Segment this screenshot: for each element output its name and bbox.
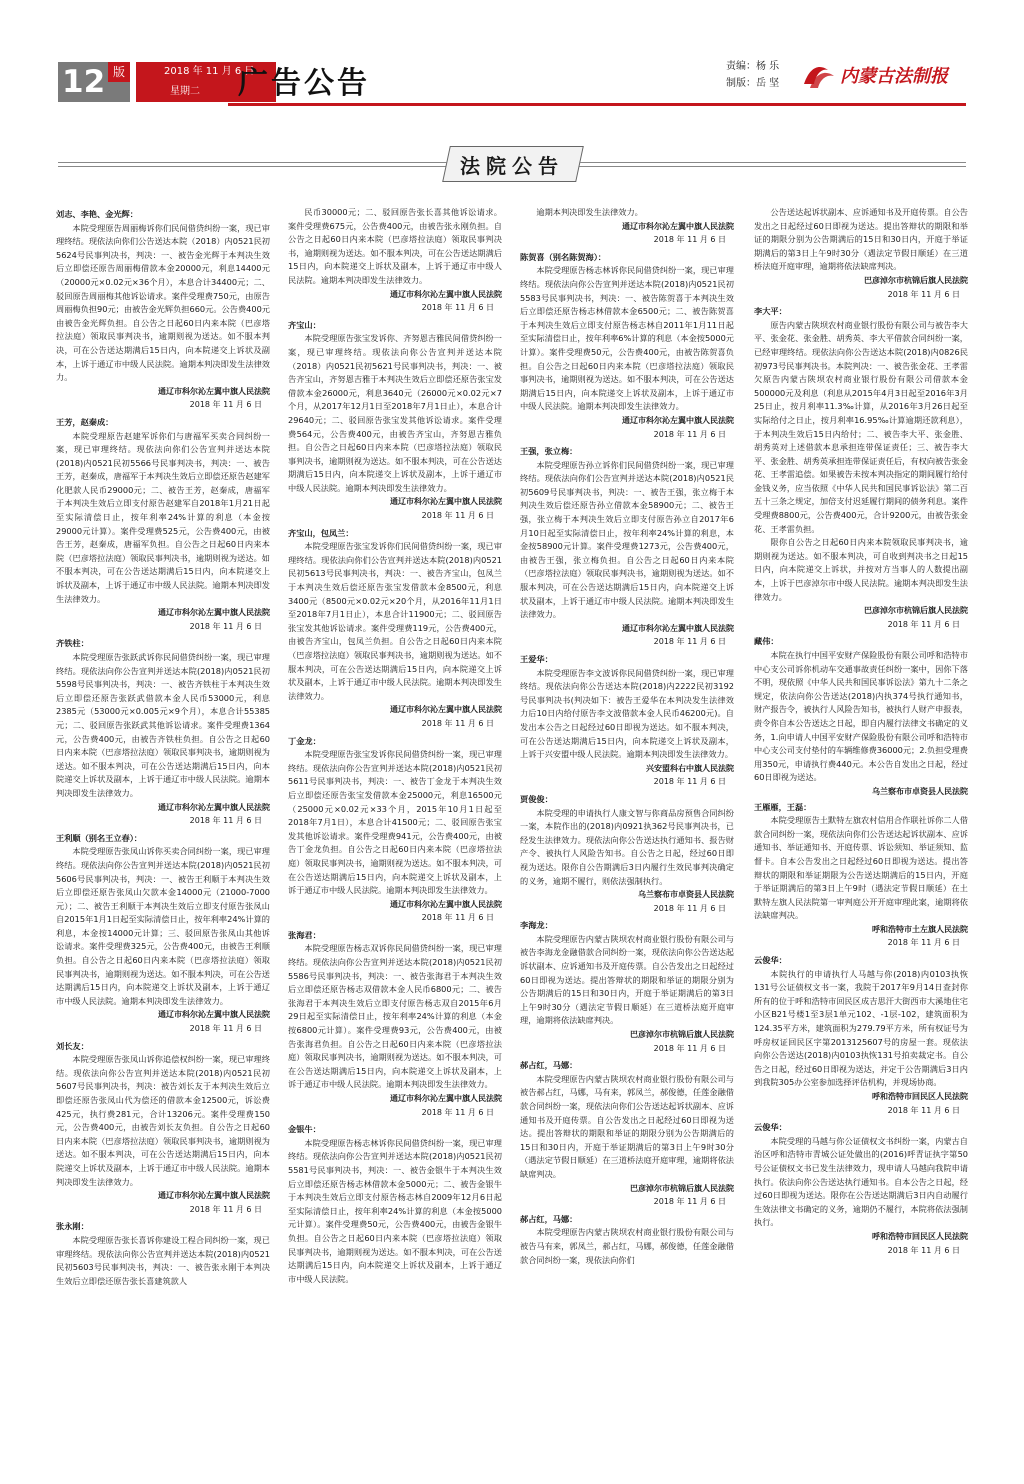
notice-addressee: 王利顺（别名王立春）： [56,832,142,843]
notice-court: 巴彦淖尔市杭锦后旗人民法院 [864,606,968,616]
notice-addressee: 齐宝山： [288,319,321,330]
editor-credits [726,58,779,92]
court-notice [520,445,734,649]
notice-date: 2018 年 11 月 6 日 [189,816,262,826]
court-notice [754,305,968,536]
court-notice [520,919,734,1055]
notice-body: 本院受理的申请执行人康文智与你商品房预售合同纠纷一案，本院作出的(2018)内0921执362号民事判决书，已经发生法律效力。现依法向你公告送达执行通知书、报告财产令、被执行人风险告知书。自公告之日起，经过60日即视为送达。限你自公告期满后3日内履行生效民事判决确定的义务，逾期不履行，则依法强制执行。 [520,807,734,886]
notice-date: 2018 年 11 月 6 日 [653,777,726,787]
notice-body: 本院受理原告张宝发诉你们民间借贷纠纷一案，现已审理终结。现依法向你们公告宣判并送达本院(2018)内0521民初5613号民事判决书，判决：一、被告齐宝山，包凤兰于本判决生效后偿还原告张宝发借款本金8500元，利息3400元（8500元×0.02元×20个月，从2016年11月1日至2018年7月1日止），本息合计11900元；二、驳回原告张宝发其他诉讼请求。案件受理费119元，公告费400元，由被告齐宝山，包凤兰负担。自公告之日起60日内来本院（巴彦塔拉法庭）领取民事判决书，逾期则视为送达。如不服本判决，可在公告送达期满后15日内，向本院递交上诉状及副本，上诉于通辽市中级人民法院。逾期本判决即发生法律效力。 [288,541,502,701]
notice-court: 通辽市科尔沁左翼中旗人民法院 [158,1010,270,1020]
masthead [58,52,966,108]
notice-date: 2018 年 11 月 6 日 [189,1204,262,1214]
court-notice [56,416,270,634]
notice-body: 本院受理原告杨志林诉你民间借贷纠纷一案，现已审理终结。现依法向你公告宣判并送达本院(2018)内0521民初5581号民事判决书，判决：一、被告金银牛于本判决生效后立即偿还原告杨志林借款本金5000元；二、被告金银牛于本判决生效后立即支付原告杨志林自2009年12月6日起至实际清偿日止，按年利率24%计算的利息（本金按5000元计算）。案件受理费50元，公告费400元，由被告金银牛负担。自公告之日起60日内来本院（巴彦塔拉法庭）领取民事判决书，逾期则视为送达。如不服本判决，可在公告送达期满后15日内，向本院递交上诉状及副本，上诉于通辽市中级人民法院。 [288,1137,502,1284]
court-notice [56,208,270,412]
notice-body: 公告送达起诉状副本、应诉通知书及开庭传票。自公告发出之日起经过60日即视为送达。提出答辩状的期限和举证的期限分别为公告期满后的15日和30日内，开庭于举证期满后的第3日上午9时30分（遇法定节假日顺延）在三道桥法庭开庭审理，逾期将依法缺席判决。 [754,207,968,272]
notice-date: 2018 年 11 月 6 日 [887,1105,960,1115]
notice-addressee: 张永刚： [56,1221,89,1232]
notice-body: 本院在执行中国平安财产保险股份有限公司呼和浩特市中心支公司诉你机动车交通事故责任纠纷一案中，因你下落不明，现依照《中华人民共和国民事诉讼法》第九十二条之规定，依法向你公告送达(2018)内执374号执行通知书，财产报告令，被执行人风险告知书，被执行人财产申报表，责令你自本公告送达之日起，即自内履行法律文书确定的义务，1.向申请人中国平安财产保险股份有限公司呼和浩特市中心支公司支付垫付的车辆维修费36000元；2.负担受理费用350元，申请执行费440元。本公告自发出之日起，经过60日即视为送达。 [754,650,968,783]
court-notice [754,801,968,951]
notice-date: 2018 年 11 月 6 日 [421,511,494,521]
notice-addressee: 李大平： [754,306,787,317]
notice-date: 2018 年 11 月 6 日 [421,718,494,728]
notice-date: 2018 年 11 月 6 日 [653,637,726,647]
court-notice [520,793,734,915]
court-notice [288,929,502,1119]
notice-body: 本院受理原告杨志双诉你民间借贷纠纷一案，现已审理终结。现依法向你公告宣判并送达本院(2018)内0521民初5586号民事判决书，判决：一、被告张海君于本判决生效后立即偿还原告杨志双借款本金人民币6800元；二、被告张海君于本判决生效后立即支付原告杨志双自2015年6月29日起至实际清偿日止，按年利率24%计算的利息（本金按6800元计算）。案件受理费93元，公告费400元，由被告张海君负担。自公告之日起60日内来本院（巴彦塔拉法庭）领取民事判决书，逾期则视为送达。如不服本判决，可在公告送达期满后15日内，向本院递交上诉状及副本，上诉于通辽市中级人民法院。逾期本判决即发生法律效力。 [288,943,502,1090]
notice-date: 2018 年 11 月 6 日 [653,903,726,913]
issue-date: 2018 年 11 月 6 日 [164,66,255,77]
notice-body: 本院受理的马越与你公证债权文书纠纷一案，内蒙古自治区呼和浩特市青城公证处做出的(2016)呼青证执字第50号公证债权文书已发生法律效力，现申请人马越向我院申请执行。依法向你公告送达执行通知书。自本公告之日起，经过60日即视为送达。限你在公告送达期满后3日内自动履行生效法律文书确定的义务，逾期仍不履行，本院将依法强制执行。 [754,1135,968,1228]
notice-court: 巴彦淖尔市杭锦后旗人民法院 [630,1183,734,1193]
notice-date: 2018 年 11 月 6 日 [887,938,960,948]
notice-addressee: 王雁雁，王磊： [754,801,812,812]
notice-addressee: 张海君： [288,929,321,940]
notice-addressee: 王强，张立梅： [520,446,578,457]
notice-addressee: 藏伟： [754,636,779,647]
court-notice [754,536,968,631]
banner-title: 法院公告 [460,154,564,178]
masthead-rule [228,103,966,106]
notice-court: 通辽市科尔沁左翼中旗人民法院 [158,386,270,396]
notice-body: 本院执行的申请执行人马越与你(2018)内0103执恢131号公证债权文书一案，我院于2017年9月14日查封你所有的位于呼和浩特市回民区成吉思汗大街西市大溪地住宅小区B21号楼1至3层1单元102、-1层-102，建筑面积为124.35平方米，建筑面积为279.79平方米，所有权证号为呼房权证回民区字第2013125607号的房屋一套。现依法向你公告送达(2018)内0103执恢131号拍卖裁定书。自公告之日起，经过60日即视为送达，并定于公告期满后3日内到我院305办公室参加选择评估机构，并现场协商。 [754,968,968,1088]
court-notice [56,1220,270,1288]
court-notice [520,1213,734,1267]
notice-body: 本院受理原告张跃武诉你民间借贷纠纷一案，现已审理终结。现依法向你公告宣判并送达本院(2018)内0521民初5598号民事判决书，判决：一、被告齐铁柱于本判决生效后立即偿还原告张跃武借款本金人民币53000元，利息2385元（53000元×0.005元×9个月），本息合计55385元；二、驳回原告张跃武其他诉讼请求。案件受理费1364元，公告费400元，由被告齐铁柱负担。自公告之日起60日内来本院（巴彦塔拉法庭）领取民事判决书，逾期则视为送达。如不服本判决，可在公告送达期满后15日内，向本院递交上诉状及副本，上诉于通辽市中级人民法院。逾期本判决即发生法律效力。 [56,652,270,798]
notice-date: 2018 年 11 月 6 日 [887,1245,960,1255]
notice-court: 通辽市科尔沁左翼中旗人民法院 [390,289,502,299]
notice-body: 本院受理原告赵建军诉你们与唐福军买卖合同纠纷一案，现已审理终结。现依法向你们公告宣判并送达本院(2018)内0521民初5566号民事判决书，判决：一、被告王芳，赵秦成，唐福军于本判决生效后立即偿还原告赵建军化肥款人民币29000元；二、被告王芳，赵秦成，唐福军于本判决生效后立即支付原告赵建军自2018年1月21日起至实际清偿日止，按年利率24%计算的利息（本金按29000元计算）。案件受理费525元，公告费400元，由被告王芳，赵秦成，唐福军负担。自公告之日起60日内来本院（巴彦塔拉法庭）领取民事判决书，逾期则视为送达。如不服本判决，可在公告送达期满后15日内，向本院递交上诉状及副本，上诉于通辽市中级人民法院。逾期本判决即发生法律效力。 [56,430,270,604]
notice-body: 限你自公告之日起60日内来本院领取民事判决书，逾期则视为送达。如不服本判决，可自收到判决书之日起15日内，向本院递交上诉状，并按对方当事人的人数提出副本，上诉于巴彦淖尔市中级人民法院。逾期本判决即发生法律效力。 [754,537,968,602]
notice-court: 通辽市科尔沁左翼中旗人民法院 [158,608,270,618]
notice-addressee: 李海龙： [520,920,553,931]
notice-body: 民币30000元；二、驳回原告张长喜其他诉讼请求。案件受理费675元，公告费400元，由被告张永刚负担。自公告之日起60日内来本院（巴彦塔拉法庭）领取民事判决书，逾期则视为送达。如不服本判决，可在公告送达期满后15日内，向本院递交上诉状及副本，上诉于通辽市中级人民法院。逾期本判决即发生法律效力。 [288,207,502,285]
notice-body: 本院受理原告张长喜诉你建设工程合同纠纷一案，现已审理终结。现依法向你公告宣判并送达本院(2018)内0521民初5603号民事判决书，判决：一、被告张永刚于本判决生效后立即偿还原告张长喜建筑款人 [56,1234,270,1286]
notice-column-3 [520,206,734,1428]
notice-court: 兴安盟科右中旗人民法院 [646,763,734,773]
notice-addressee: 王芳，赵秦成： [56,416,114,427]
notice-court: 通辽市科尔沁左翼中旗人民法院 [622,623,734,633]
notice-date: 2018 年 11 月 6 日 [653,1043,726,1053]
notice-date: 2018 年 11 月 6 日 [421,1107,494,1117]
notice-court: 呼和浩特市土左旗人民法院 [872,924,968,934]
notice-column-2 [288,206,502,1428]
notice-addressee: 郝占红，马娜： [520,1213,578,1224]
notice-column-4 [754,206,968,1428]
notice-body: 本院受理原告张凤山诉你追偿权纠纷一案，现已审理终结。现依法向你公告宣判并送达本院(2018)内0521民初5607号民事判决书，判决：被告刘长友于本判决生效后立即偿还原告张凤山代为偿还的借款本金12500元，诉讼费425元，执行费281元，合计13206元。案件受理费150元，公告费400元，由被告刘长友负担。自公告之日起60日内来本院（巴彦塔拉法庭）领取民事判决书，逾期则视为送达。如不服本判决，可在公告送达期满后15日内，向本院递交上诉状及副本，上诉于通辽市中级人民法院。逾期本判决即发生法律效力。 [56,1054,270,1187]
section-title: 广告公告 [238,66,370,101]
notice-date: 2018 年 11 月 6 日 [653,1197,726,1207]
notice-court: 通辽市科尔沁左翼中旗人民法院 [390,705,502,715]
notice-body: 本院受理原告内蒙古陕坝农村商业银行股份有限公司与被告马有来，郭凤兰，郝占红，马娜，郝俊德，任莲金融借款合同纠纷一案，现依法向你们 [520,1227,734,1265]
notice-court: 通辽市科尔沁左翼中旗人民法院 [622,221,734,231]
court-notice [520,653,734,789]
editor-line: 责编：杨 乐 [726,61,780,72]
notice-body: 本院受理原告李文波诉你民间借贷纠纷一案，现已审理终结。现依法向你公告送达本院(2018)内2222民初3192号民事判决书(判决如下：被告王爱华在本判决发生法律效力后10日内给付原告李文波借款本金人民币46200元)。自发出本公告之日起经过60日即视为送达。如不服本判决，可在公告送达期满后15日内，向本院递交上诉状及副本，上诉于兴安盟中级人民法院。逾期本判决即发生法律效力。 [520,667,734,760]
notice-date: 2018 年 11 月 6 日 [887,289,960,299]
court-notice [754,635,968,798]
issue-weekday: 星期二 [170,86,200,97]
court-notice [56,1040,270,1217]
notice-addressee: 贾俊俊： [520,793,553,804]
notice-body: 本院受理原告孙立诉你们民间借贷纠纷一案，现已审理终结。现依法向你们公告宣判并送达本院(2018)内0521民初5609号民事判决书，判决：一、被告王强，张立梅于本判决生效后偿还原告孙立借款本金58900元；二、被告王强，张立梅于本判决生效后立即支付原告孙立自2017年6月10日起至实际清偿日止，按年利率24%计算的利息，本金按58900元计算。案件受理费1273元，公告费400元，由被告王强，张立梅负担。自公告之日起60日内来本院（巴彦塔拉法庭）领取民事判决书，逾期则视为送达。如不服本判决，可在公告送达期满后15日内，向本院递交上诉状及副本，上诉于通辽市中级人民法院。逾期本判决即发生法律效力。 [520,459,734,620]
notice-addressee: 云俊华： [754,1122,787,1133]
notice-body: 本院受理原告内蒙古陕坝农村商业银行股份有限公司与被告郝占红，马娜，马有来，郭凤兰，郝俊德，任莲金融借款合同纠纷一案，现依法向你们公告送达起诉状副本、应诉通知书及开庭传票。自公告发出之日起经过60日即视为送达。提出答辩状的期限和举证的期限分别为公告期满后的15日和30日内，开庭于举证期满后的第3日上午9时30分（遇法定节假日顺延）在三道桥法庭开庭审理，逾期将依法缺席判决。 [520,1073,734,1179]
notice-court: 呼和浩特市回民区人民法院 [872,1231,968,1241]
notice-body: 本院受理原告土默特左旗农村信用合作联社诉你二人借款合同纠纷一案，现依法向你们公告送达起诉状副本、应诉通知书、举证通知书、开庭传票、诉讼须知、举证须知、监督卡。自本公告发出之日起经过60日即视为送达。提出答辩状的期限和举证期限为公告送达期满后的15日内，开庭于举证期满后的第3日上午9时（遇法定节假日顺延）在土默特左旗人民法院第一审判庭公开开庭审理此案，逾期将依法缺席判决。 [754,815,968,921]
notice-body: 本院受理原告张宝发诉你民间借贷纠纷一案，现已审理终结。现依法向你公告宣判并送达本院(2018)内0521民初5611号民事判决书，判决：一、被告丁金龙于本判决生效后立即偿还原告张宝发借款本金25000元，利息16500元（25000元×0.02元×33个月，2015年10月1日起至2018年7月1日），本息合计41500元；二、驳回原告张宝发其他诉讼请求。案件受理费941元，公告费400元，由被告丁金龙负担。自公告之日起60日内来本院（巴彦塔拉法庭）领取民事判决书，逾期则视为送达。如不服本判决，可在公告送达期满后15日内，向本院递交上诉状及副本，上诉于通辽市中级人民法院。逾期本判决即发生法律效力。 [288,749,502,896]
notice-date: 2018 年 11 月 6 日 [189,621,262,631]
notice-addressee: 郝占红，马娜： [520,1060,578,1071]
maker-line: 制版：岳 坚 [726,78,780,89]
page-number: 12 [58,62,130,102]
notice-addressee: 齐宝山，包凤兰： [288,527,354,538]
notice-court: 通辽市科尔沁左翼中旗人民法院 [390,497,502,507]
notice-court: 通辽市科尔沁左翼中旗人民法院 [390,899,502,909]
court-notice [520,206,734,247]
notice-body: 本院受理原告内蒙古陕坝农村商业银行股份有限公司与被告李海龙金融借款合同纠纷一案，现依法向你公告送达起诉状副本、应诉通知书及开庭传票。自公告发出之日起经过60日即视为送达。提出答辩状的期限和举证的期限分别为公告期满后的15日和30日内，开庭于举证期满后的第3日上午9时30分（遇法定节假日顺延）在三道桥法庭开庭审理，逾期将依法缺席判决。 [520,933,734,1026]
notice-body: 本院受理原告张宝发诉你、齐努恩吉雅民间借贷纠纷一案，现已审理终结。现依法向你公告宣判并送达本院（2018）内0521民初5621号民事判决书，判决：一、被告齐宝山，齐努恩吉雅于本判决生效后立即偿还原告张宝发借款本金26000元，利息3640元（26000元×0.02元×7个月，从2017年12月1日至2018年7月1日止），本息合计29640元；二、驳回原告张宝发其他诉讼请求。案件受理费564元，公告费400元，由被告齐宝山，齐努恩吉雅负担。自公告之日起60日内来本院（巴彦塔拉法庭）领取民事判决书，逾期则视为送达。如不服本判决，可在公告送达期满后15日内，向本院递交上诉状及副本，上诉于通辽市中级人民法院。逾期本判决即发生法律效力。 [288,333,502,493]
notice-date: 2018 年 11 月 6 日 [653,235,726,245]
court-notice [288,319,502,523]
notice-court: 通辽市科尔沁左翼中旗人民法院 [158,1191,270,1201]
notice-court: 通辽市科尔沁左翼中旗人民法院 [622,415,734,425]
court-notice [754,954,968,1117]
court-notice [520,251,734,441]
notice-addressee: 王爱华： [520,654,553,664]
notice-body: 本院受理原告周丽梅诉你们民间借贷纠纷一案，现已审理终结。现依法向你们公告送达本院（2018）内0521民初5624号民事判决书，判决：一、被告金光辉于本判决生效后立即偿还原告周丽梅借款本金20000元，利息14400元（20000元×0.02元×36个月），本息合计34400元；二、驳回原告周丽梅其他诉讼请求。案件受理费750元，由原告周丽梅负担90元；由被告金光辉负担660元。公告费400元由被告金光辉负担。自公告之日起60日内来本院（巴彦塔拉法庭）领取民事判决书，逾期则视为送达。如不服本判决，可在公告送达期满后15日内，向本院递交上诉状及副本，上诉于通辽市中级人民法院。逾期本判决即发生法律效力。 [56,222,270,383]
court-notice [754,1121,968,1257]
notice-addressee: 齐铁柱： [56,638,89,649]
notice-addressee: 金银牛： [288,1124,321,1135]
notice-addressee: 云俊华： [754,955,787,966]
notice-body: 本院受理原告张凤山诉你买卖合同纠纷一案，现已审理终结。现依法向你公告宣判并送达本院(2018)内0521民初5606号民事判决书，判决：一、被告王利顺于本判决生效后立即偿还原告张凤山欠款本金14000元（21000-7000元）；二、被告王利顺于本判决生效后立即支付原告张凤山自2015年1月1日起至实际清偿日止，按年利率24%计算的利息，本金按14000元计算；三、驳回原告张凤山其他诉讼请求。案件受理费325元，公告费400元，由被告王利顺负担。自公告之日起60日内来本院（巴彦塔拉法庭）领取民事判决书，逾期则视为送达。如不服本判决，可在公告送达期满后15日内，向本院递交上诉状及副本，上诉于通辽市中级人民法院。逾期本判决即发生法律效力。 [56,846,270,1006]
court-notice [56,832,270,1036]
notice-court: 巴彦淖尔市杭锦后旗人民法院 [630,1030,734,1040]
notice-date: 2018 年 11 月 6 日 [421,913,494,923]
notice-court: 乌兰察布市卓资县人民法院 [872,786,968,796]
court-notice [754,206,968,301]
notice-body: 原告内蒙古陕坝农村商业银行股份有限公司与被告李大平、张金花、张金胜、胡秀英、李大平借款合同纠纷一案，已经审理终结。现依法向你公告送达本院(2018)内0826民初973号民事判决书。本院判决：一、被告张金花、王孝雷欠原告内蒙古陕坝农村商业银行股份有限公司借款本金500000元及利息（利息从2015年4月3日起至2016年3月25日止，按月利率11.3‰计算，从2016年3月26日起至实际给付之日止，按月利率16.95‰计算逾期还款利息），于本判决生效后15日内给付；二、被告李大平、张金胜、胡秀英对上述借款本息承担连带保证责任；三、被告李大平、张金胜、胡秀英承担连带保证责任后，有权向被告张金花、王孝雷追偿。如果被告未按本判决指定的期间履行给付金钱义务，应当依照《中华人民共和国民事诉讼法》第二百五十三条之规定，加倍支付迟延履行期间的债务利息。案件受理费8800元，公告费400元，合计9200元，由被告张金花、王孝雷负担。 [754,319,968,534]
court-notice [288,1123,502,1286]
notice-addressee: 陈贺喜（别名陈贺海）： [520,251,606,262]
notice-court: 通辽市科尔沁左翼中旗人民法院 [390,1094,502,1103]
newspaper-name: 内蒙古法制报 [840,66,948,87]
notice-body: 本院受理原告杨志林诉你民间借贷纠纷一案，现已审理终结。现依法向你公告宣判并送达本院(2018)内0521民初5583号民事判决书，判决：一、被告陈贺喜于本判决生效后立即偿还原告杨志林借款本金6500元；二、被告陈贺喜于本判决生效后立即支付原告杨志林自2011年1月11日起至实际清偿日止，按年利率6%计算的利息（本金按5000元计算）。案件受理费50元，公告费400元，由被告陈贺喜负担。自公告之日起60日内来本院（巴彦塔拉法庭）领取民事判决书，逾期则视为送达。如不服本判决，可在公告送达期满后15日内，向本院递交上诉状及副本，上诉于通辽市中级人民法院。逾期本判决即发生法律效力。 [520,265,734,412]
notice-body: 逾期本判决即发生法律效力。 [536,207,643,217]
court-notice [520,1059,734,1209]
notice-date: 2018 年 11 月 6 日 [653,429,726,439]
notice-date: 2018 年 11 月 6 日 [189,1024,262,1034]
notice-addressee: 丁金龙： [288,735,321,746]
notice-court: 呼和浩特市回民区人民法院 [872,1092,968,1101]
court-notice [56,637,270,827]
court-notice [288,527,502,731]
notice-date: 2018 年 11 月 6 日 [887,619,960,629]
court-notice [288,735,502,925]
notice-addressee: 刘长友： [56,1040,89,1051]
notice-date: 2018 年 11 月 6 日 [189,400,262,410]
notice-court: 通辽市科尔沁左翼中旗人民法院 [158,802,270,812]
notice-court: 巴彦淖尔市杭锦后旗人民法院 [864,275,968,285]
notice-date: 2018 年 11 月 6 日 [421,303,494,313]
notice-column-1 [56,206,270,1428]
court-notice [288,206,502,315]
notice-court: 乌兰察布市卓资县人民法院 [638,890,734,900]
notice-addressee: 刘志、李艳、金光辉： [56,209,138,219]
page-unit-badge: 版 [108,62,130,82]
